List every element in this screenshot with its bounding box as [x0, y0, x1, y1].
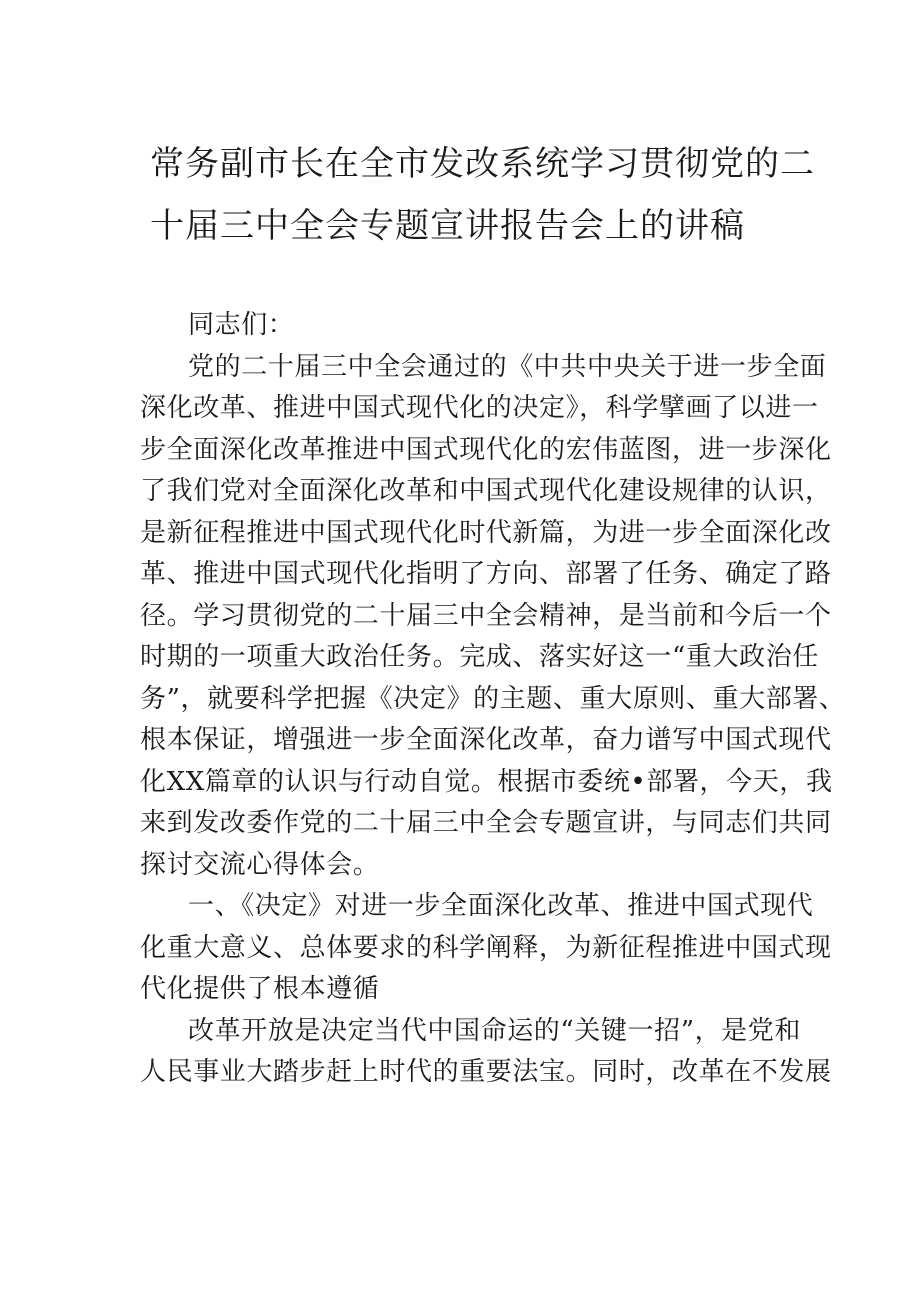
text-line: 来到发改委作党的二十届三中全会专题宣讲，与同志们共同: [140, 808, 832, 838]
body-paragraph: [140, 1011, 832, 1094]
title-line: 常务副市长在全市发改系统学习贯彻党的二: [150, 144, 815, 184]
text-line: 探讨交流心得体会。: [140, 849, 380, 880]
text-line: 时期的一项重大政治任务。完成、落实好这一“重大政治任: [140, 642, 819, 672]
section-heading-paragraph: [140, 886, 832, 1011]
text-line: 根本保证，增强进一步全面深化改革，奋力谱写中国式现代: [140, 725, 832, 755]
text-line: 步全面深化改革推进中国式现代化的宏伟蓝图，进一步深化: [140, 434, 832, 465]
salutation-paragraph: [140, 305, 790, 347]
text-line: 了我们党对全面深化改革和中国式现代化建设规律的认识，: [140, 476, 832, 506]
text-line: 代化提供了根本遵循: [140, 974, 380, 1004]
text-line: 改革开放是决定当代中国命运的“关键一招”，是党和: [188, 1015, 801, 1046]
text-line: 化XX篇章的认识与行动自觉。根据市委统•部署，今天，我: [140, 766, 833, 797]
text-line: 一、《决定》对进一步全面深化改革、推进中国式现代: [188, 891, 814, 921]
text-line: 革、推进中国式现代化指明了方向、部署了任务、确定了路: [140, 559, 832, 589]
text-line: 党的二十届三中全会通过的《中共中央关于进一步全面: [188, 351, 827, 382]
text-line: 化重大意义、总体要求的科学阐释，为新征程推进中国式现: [140, 932, 832, 963]
document-body: [140, 305, 846, 1094]
text-line: 径。学习贯彻党的二十届三中全会精神，是当前和今后一个: [140, 600, 832, 631]
text-line: 务”，就要科学把握《决定》的主题、重大原则、重大部署、: [140, 683, 846, 714]
text-line: 深化改革、推进中国式现代化的决定》，科学擘画了以进一: [140, 393, 819, 423]
document-title: [150, 133, 815, 257]
text-line: 是新征程推进中国式现代化时代新篇，为进一步全面深化改: [140, 517, 832, 548]
text-line: 同志们：: [188, 310, 295, 340]
title-line: 十届三中全会专题宣讲报告会上的讲稿: [150, 206, 745, 246]
text-line: 人民事业大踏步赶上时代的重要法宝。同时，改革在不发展: [140, 1057, 832, 1087]
intro-paragraph: [140, 347, 846, 887]
